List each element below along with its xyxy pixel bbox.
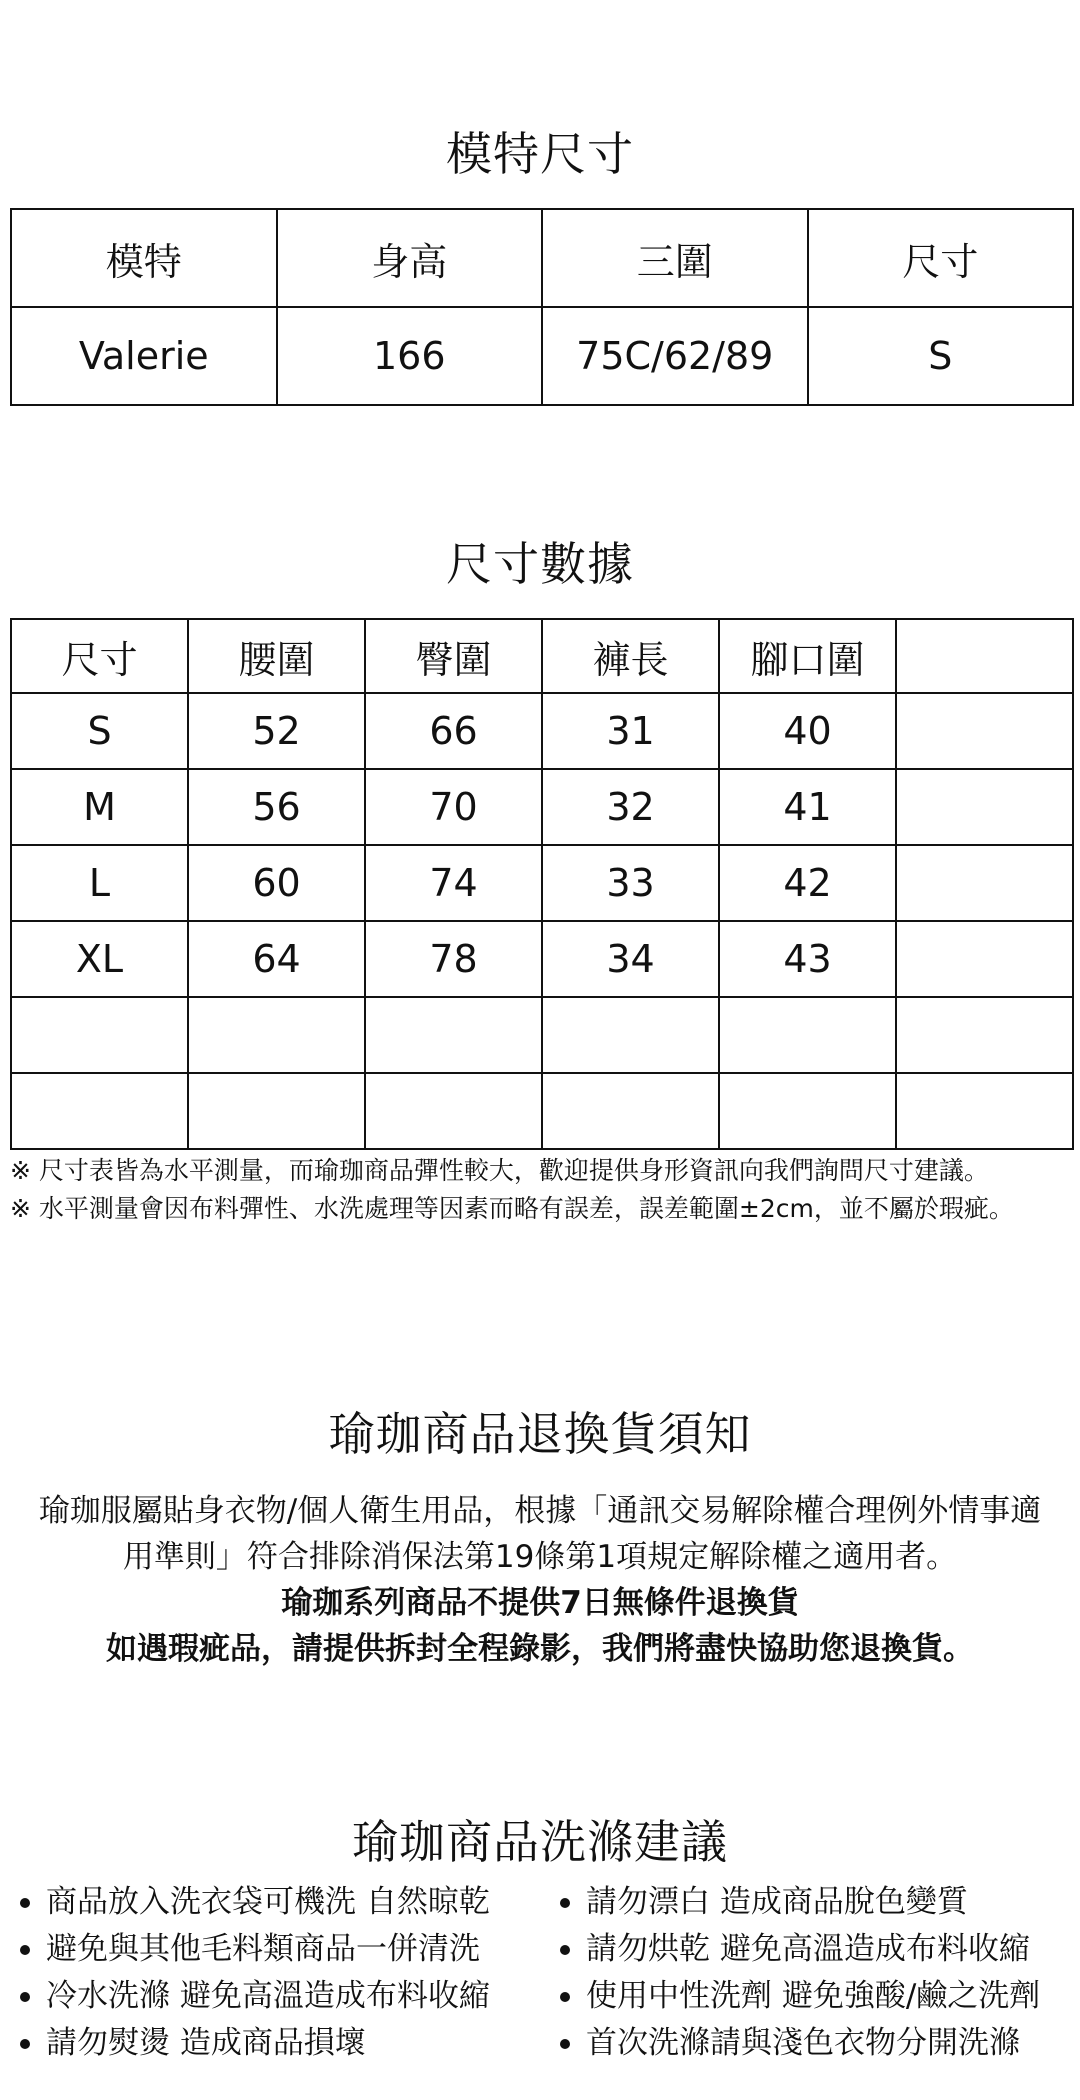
table-cell <box>896 921 1073 997</box>
table-cell: Valerie <box>11 307 277 405</box>
table-cell <box>719 997 896 1073</box>
table-row <box>11 845 1073 921</box>
table-cell <box>188 997 365 1073</box>
table-cell: L <box>11 845 188 921</box>
note-line: ※ 尺寸表皆為水平測量，而瑜珈商品彈性較大，歡迎提供身形資訊向我們詢問尺寸建議。 <box>10 1156 989 1185</box>
table-cell: 70 <box>365 769 542 845</box>
table-header-row <box>11 209 1073 307</box>
table-cell: 56 <box>188 769 365 845</box>
bullet-icon <box>560 1945 570 1955</box>
table-row-empty <box>11 1073 1073 1149</box>
care-item-label: 避免與其他毛料類商品一併清洗 <box>46 1931 480 1967</box>
table-cell <box>542 997 719 1073</box>
table-cell <box>365 997 542 1073</box>
table-cell: 52 <box>188 693 365 769</box>
table-cell <box>365 1073 542 1149</box>
table-cell <box>11 997 188 1073</box>
table-row <box>11 921 1073 997</box>
header-cell: 尺寸 <box>11 619 188 693</box>
table-row <box>11 693 1073 769</box>
care-item-label: 請勿漂白 造成商品脫色變質 <box>586 1884 968 1920</box>
table-cell <box>719 1073 896 1149</box>
header-cell: 腰圍 <box>188 619 365 693</box>
table-row <box>11 769 1073 845</box>
bullet-icon <box>560 1992 570 2002</box>
header-cell: 模特 <box>11 209 277 307</box>
table-cell <box>896 1073 1073 1149</box>
header-cell <box>896 619 1073 693</box>
list-item <box>554 1927 1074 1972</box>
bullet-icon <box>560 1898 570 1908</box>
header-cell: 身高 <box>277 209 543 307</box>
bullet-icon <box>20 1992 30 2002</box>
table-cell <box>896 693 1073 769</box>
table-cell: 41 <box>719 769 896 845</box>
table-row-empty <box>11 997 1073 1073</box>
policy-bold-line: 瑜珈系列商品不提供7日無條件退換貨 <box>281 1585 799 1621</box>
header-cell: 褲長 <box>542 619 719 693</box>
table-cell: 43 <box>719 921 896 997</box>
list-item <box>14 1927 554 1972</box>
return-policy-text <box>0 1488 1080 1672</box>
table-cell: 60 <box>188 845 365 921</box>
care-list <box>14 1880 1074 2066</box>
note-line: ※ 水平測量會因布料彈性、水洗處理等因素而略有誤差，誤差範圍±2cm，並不屬於瑕疵。 <box>10 1194 1014 1223</box>
table-cell <box>896 845 1073 921</box>
table-cell: 66 <box>365 693 542 769</box>
bullet-icon <box>20 1945 30 1955</box>
list-item <box>14 1880 554 1925</box>
table-cell <box>11 1073 188 1149</box>
table-cell: M <box>11 769 188 845</box>
care-item-label: 使用中性洗劑 避免強酸/鹼之洗劑 <box>586 1978 1041 2014</box>
list-item <box>14 1974 554 2019</box>
care-item-label: 商品放入洗衣袋可機洗 自然晾乾 <box>46 1884 490 1920</box>
table-row <box>11 307 1073 405</box>
table-cell: XL <box>11 921 188 997</box>
policy-line: 瑜珈服屬貼身衣物/個人衛生用品，根據「通訊交易解除權合理例外情事適 <box>38 1493 1042 1529</box>
care-title: 瑜珈商品洗滌建議 <box>352 1815 728 1869</box>
table-cell: 166 <box>277 307 543 405</box>
table-cell: 34 <box>542 921 719 997</box>
table-cell: 33 <box>542 845 719 921</box>
bullet-icon <box>20 2039 30 2049</box>
table-cell: S <box>808 307 1074 405</box>
policy-line: 用準則」符合排除消保法第19條第1項規定解除權之適用者。 <box>122 1539 958 1575</box>
list-item <box>554 2021 1074 2066</box>
table-cell <box>896 769 1073 845</box>
table-cell: 42 <box>719 845 896 921</box>
model-size-title: 模特尺寸 <box>446 127 634 181</box>
table-cell <box>542 1073 719 1149</box>
header-cell: 臀圍 <box>365 619 542 693</box>
table-cell: 32 <box>542 769 719 845</box>
bullet-icon <box>560 2039 570 2049</box>
bullet-icon <box>20 1898 30 1908</box>
table-cell <box>896 997 1073 1073</box>
list-item <box>14 2021 554 2066</box>
list-item <box>554 1974 1074 2019</box>
table-header-row <box>11 619 1073 693</box>
size-notes <box>10 1152 1074 1228</box>
care-item-label: 請勿烘乾 避免高溫造成布料收縮 <box>586 1931 1030 1967</box>
care-item-label: 冷水洗滌 避免高溫造成布料收縮 <box>46 1978 490 2014</box>
table-cell: 64 <box>188 921 365 997</box>
size-data-table <box>10 618 1074 1150</box>
care-item-label: 請勿熨燙 造成商品損壞 <box>46 2025 366 2061</box>
table-cell: 40 <box>719 693 896 769</box>
care-item-label: 首次洗滌請與淺色衣物分開洗滌 <box>586 2025 1020 2061</box>
return-policy-title: 瑜珈商品退換貨須知 <box>328 1407 752 1461</box>
model-size-table <box>10 208 1074 406</box>
header-cell: 腳口圍 <box>719 619 896 693</box>
table-cell: 74 <box>365 845 542 921</box>
header-cell: 尺寸 <box>808 209 1074 307</box>
list-item <box>554 1880 1074 1925</box>
policy-bold-line: 如遇瑕疵品，請提供拆封全程錄影，我們將盡快協助您退換貨。 <box>106 1631 974 1667</box>
header-cell: 三圍 <box>542 209 808 307</box>
size-data-title: 尺寸數據 <box>446 537 634 591</box>
table-cell: 78 <box>365 921 542 997</box>
table-cell <box>188 1073 365 1149</box>
table-cell: 31 <box>542 693 719 769</box>
table-cell: 75C/62/89 <box>542 307 808 405</box>
table-cell: S <box>11 693 188 769</box>
